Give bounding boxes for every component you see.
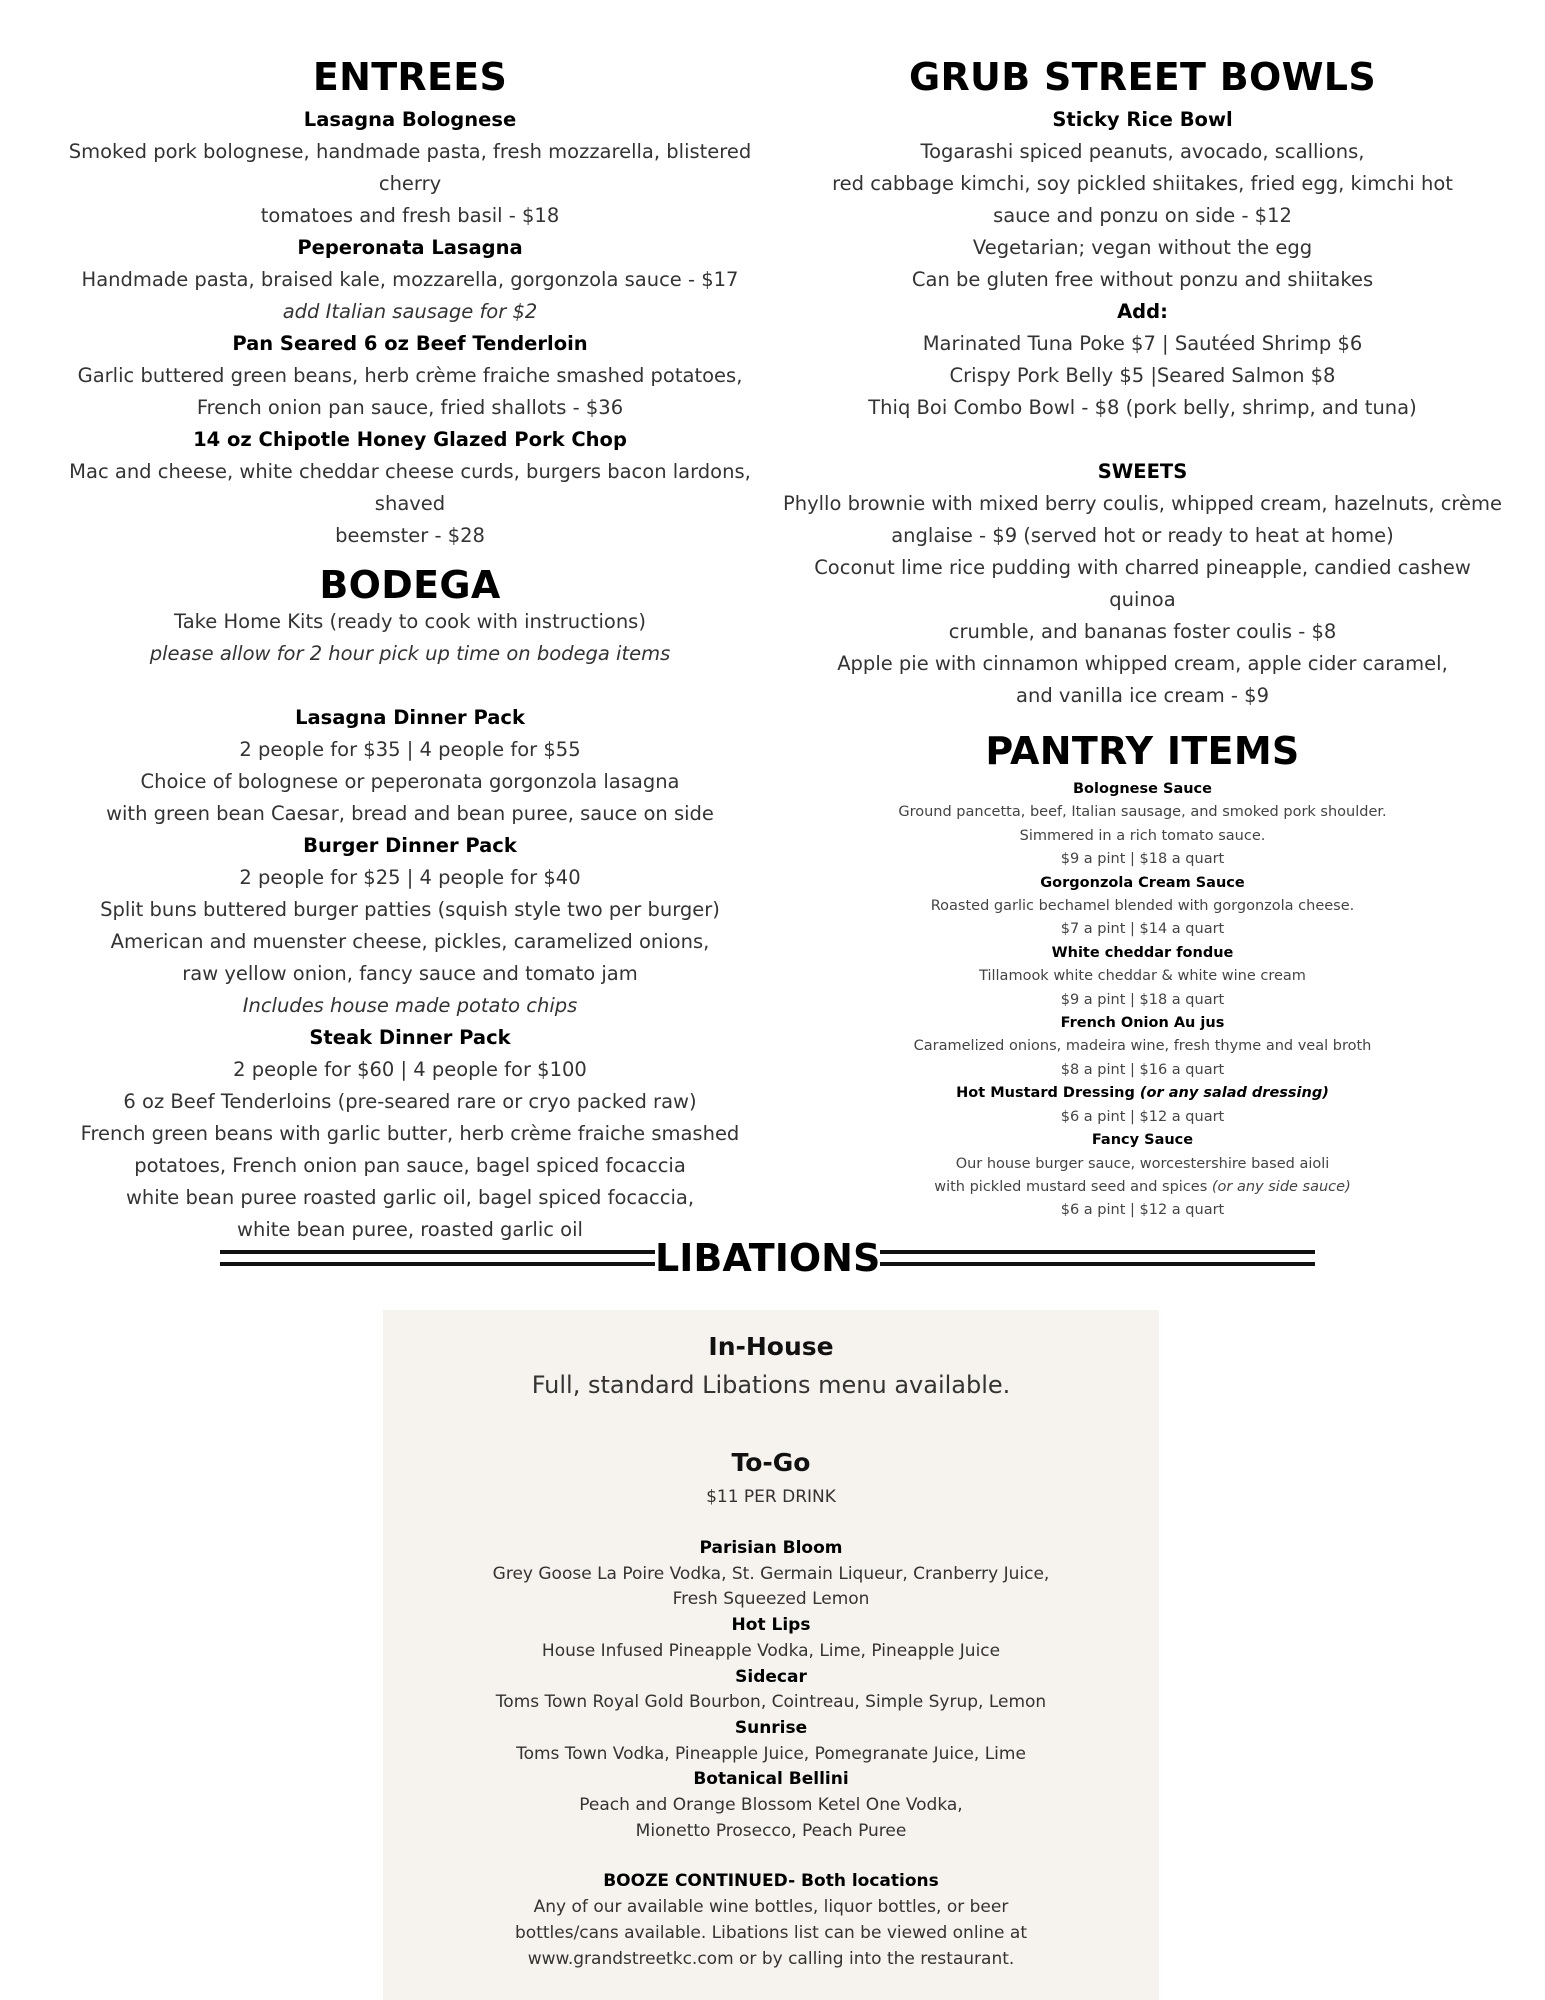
- pack-line: with green bean Caesar, bread and bean puree, sauce on side: [106, 802, 714, 825]
- menu-item-desc: Mac and cheese, white cheddar cheese curds, burgers bacon lardons, shaved: [69, 460, 751, 515]
- sweets-line: Phyllo brownie with mixed berry coulis, whipped cream, hazelnuts, crème: [782, 492, 1503, 515]
- pantry-heading: PANTRY ITEMS: [985, 729, 1300, 773]
- sweets-line: anglaise - $9 (served hot or ready to heat at home): [891, 524, 1394, 547]
- pack-line: Split buns buttered burger patties (squish style two per burger): [100, 898, 720, 921]
- double-rule-left: [220, 1250, 655, 1266]
- menu-item-desc: Handmade pasta, braised kale, mozzarella, gorgonzola sauce - $17: [81, 268, 739, 291]
- menu-item-name: Peperonata Lasagna: [297, 236, 523, 259]
- pack-line: raw yellow onion, fancy sauce and tomato jam: [182, 962, 638, 985]
- pack-line: 2 people for $60 | 4 people for $100: [233, 1058, 587, 1081]
- pantry-item-line: with pickled mustard seed and spices: [934, 1178, 1212, 1195]
- pantry-item-note: (or any salad dressing): [1139, 1085, 1329, 1102]
- pack-note: Includes house made potato chips: [242, 994, 578, 1017]
- pantry-item-line: Caramelized onions, madeira wine, fresh thyme and veal broth: [913, 1038, 1372, 1055]
- bowls-heading: GRUB STREET BOWLS: [909, 55, 1376, 99]
- pack-line: American and muenster cheese, pickles, caramelized onions,: [110, 930, 710, 953]
- pack-line: 6 oz Beef Tenderloins (pre-seared rare or cryo packed raw): [123, 1090, 697, 1113]
- sweets-line: Apple pie with cinnamon whipped cream, apple cider caramel,: [837, 652, 1448, 675]
- menu-item-name: 14 oz Chipotle Honey Glazed Pork Chop: [193, 428, 627, 451]
- booze-line: www.grandstreetkc.com or by calling into the restaurant.: [527, 1948, 1015, 1969]
- pantry-item-price: $6 a pint | $12 a quart: [1060, 1202, 1225, 1219]
- pantry-item-name: White cheddar fondue: [1051, 944, 1234, 961]
- pack-line: 2 people for $35 | 4 people for $55: [239, 738, 581, 761]
- inhouse-heading: In-House: [708, 1332, 834, 1361]
- drink-name: Parisian Bloom: [699, 1538, 843, 1558]
- pantry-item-name: Hot Mustard Dressing: [956, 1085, 1140, 1102]
- pantry-item-line: Simmered in a rich tomato sauce.: [1019, 827, 1266, 844]
- drink-ingredients: Fresh Squeezed Lemon: [672, 1589, 870, 1610]
- pack-line: 2 people for $25 | 4 people for $40: [239, 866, 581, 889]
- pantry-item-price: $9 a pint | $18 a quart: [1060, 851, 1225, 868]
- drink-name: Hot Lips: [731, 1615, 811, 1636]
- drink-ingredients: Toms Town Royal Gold Bourbon, Cointreau, Simple Syrup, Lemon: [495, 1692, 1047, 1713]
- bowl-line: red cabbage kimchi, soy pickled shiitakes, fried egg, kimchi hot: [832, 172, 1453, 195]
- drink-ingredients: Grey Goose La Poire Vodka, St. Germain Liqueur, Cranberry Juice,: [492, 1563, 1050, 1584]
- pantry-item-line: Tillamook white cheddar & white wine cream: [979, 968, 1306, 985]
- pack-line: French green beans with garlic butter, herb crème fraiche smashed: [80, 1122, 740, 1145]
- bowl-add-line: Thiq Boi Combo Bowl - $8 (pork belly, shrimp, and tuna): [868, 396, 1417, 419]
- bowl-line: Togarashi spiced peanuts, avocado, scallions,: [920, 140, 1365, 163]
- pantry-item-line-fancy: [780, 1176, 1505, 1199]
- drink-ingredients: House Infused Pineapple Vodka, Lime, Pineapple Juice: [541, 1640, 1001, 1661]
- pantry-item-name: French Onion Au jus: [1060, 1015, 1225, 1032]
- booze-line: bottles/cans available. Libations list can be viewed online at: [515, 1922, 1027, 1943]
- booze-line: Any of our available wine bottles, liquor bottles, or beer: [533, 1897, 1009, 1918]
- menu-item-note: add Italian sausage for $2: [282, 300, 538, 323]
- bowl-add-label: Add:: [1117, 300, 1168, 323]
- menu-item-desc: beemster - $28: [335, 524, 485, 547]
- libations-panel: [383, 1310, 1159, 2000]
- pantry-item-price: $8 a pint | $16 a quart: [1060, 1061, 1225, 1078]
- drink-ingredients: Toms Town Vodka, Pineapple Juice, Pomegranate Juice, Lime: [516, 1743, 1026, 1764]
- pantry-item-line: Roasted garlic bechamel blended with gorgonzola cheese.: [930, 898, 1355, 915]
- pantry-item-line: Our house burger sauce, worcestershire based aioli: [955, 1155, 1330, 1172]
- right-column: [780, 50, 1505, 1223]
- pack-line: Choice of bolognese or peperonata gorgonzola lasagna: [140, 770, 680, 793]
- bodega-subtitle: Take Home Kits (ready to cook with instructions): [174, 610, 646, 633]
- sweets-line: crumble, and bananas foster coulis - $8: [948, 620, 1337, 643]
- pack-name: Lasagna Dinner Pack: [295, 706, 525, 729]
- drink-name: Sunrise: [734, 1717, 808, 1738]
- pantry-item-price: $7 a pint | $14 a quart: [1060, 921, 1225, 938]
- bowl-add-line: Crispy Pork Belly $5 |Seared Salmon $8: [949, 364, 1336, 387]
- bodega-heading: BODEGA: [319, 563, 501, 607]
- togo-heading: To-Go: [731, 1448, 811, 1477]
- drink-ingredients: Mionetto Prosecco, Peach Puree: [635, 1820, 907, 1841]
- pantry-item-line: Ground pancetta, beef, Italian sausage, and smoked pork shoulder.: [898, 804, 1387, 821]
- bodega-note: please allow for 2 hour pick up time on bodega items: [149, 642, 671, 665]
- double-rule-right: [880, 1250, 1315, 1266]
- drink-name: Sidecar: [735, 1666, 807, 1687]
- bowl-line: Can be gluten free without ponzu and shiitakes: [911, 268, 1374, 291]
- sweets-heading: SWEETS: [1097, 460, 1188, 483]
- entrees-heading: ENTREES: [312, 55, 508, 99]
- pantry-item-note: (or any side sauce): [1211, 1178, 1351, 1195]
- booze-heading: BOOZE CONTINUED- Both locations: [603, 1871, 939, 1892]
- drink-ingredients: Peach and Orange Blossom Ketel One Vodka,: [579, 1795, 963, 1816]
- togo-price: $11 PER DRINK: [706, 1487, 836, 1507]
- menu-item-name: Lasagna Bolognese: [303, 108, 517, 131]
- pantry-item-name: Bolognese Sauce: [1073, 781, 1212, 797]
- pantry-item-name-mustard: [780, 1082, 1505, 1105]
- menu-item-desc: Garlic buttered green beans, herb crème fraiche smashed potatoes,: [77, 364, 743, 387]
- pantry-item-price: $9 a pint | $18 a quart: [1060, 991, 1225, 1008]
- bowl-name: Sticky Rice Bowl: [1052, 108, 1233, 131]
- bowl-line: sauce and ponzu on side - $12: [993, 204, 1292, 227]
- left-column: [40, 50, 780, 1246]
- menu-item-name: Pan Seared 6 oz Beef Tenderloin: [232, 332, 588, 355]
- inhouse-text: Full, standard Libations menu available.: [531, 1371, 1011, 1399]
- libations-heading: LIBATIONS: [655, 1236, 881, 1280]
- menu-item-desc: Smoked pork bolognese, handmade pasta, fresh mozzarella, blistered cherry: [68, 140, 752, 195]
- pack-line: white bean puree, roasted garlic oil: [237, 1218, 583, 1241]
- sweets-line: Coconut lime rice pudding with charred pineapple, candied cashew quinoa: [814, 556, 1471, 611]
- menu-item-desc: tomatoes and fresh basil - $18: [260, 204, 560, 227]
- drink-name: Botanical Bellini: [693, 1769, 849, 1790]
- libations-divider: [220, 1228, 1320, 1288]
- menu-item-desc: French onion pan sauce, fried shallots - $36: [196, 396, 624, 419]
- pack-name: Steak Dinner Pack: [309, 1026, 511, 1049]
- pantry-item-name: Fancy Sauce: [1091, 1132, 1194, 1149]
- pantry-item-name: Gorgonzola Cream Sauce: [1040, 874, 1245, 891]
- bowl-add-line: Marinated Tuna Poke $7 | Sautéed Shrimp $6: [922, 332, 1363, 355]
- pack-name: Burger Dinner Pack: [303, 834, 517, 857]
- pack-line: potatoes, French onion pan sauce, bagel spiced focaccia: [134, 1154, 686, 1177]
- pack-line: white bean puree roasted garlic oil, bagel spiced focaccia,: [125, 1186, 695, 1209]
- bowl-line: Vegetarian; vegan without the egg: [972, 236, 1313, 259]
- sweets-line: and vanilla ice cream - $9: [1016, 684, 1269, 707]
- pantry-item-price: $6 a pint | $12 a quart: [1060, 1108, 1225, 1125]
